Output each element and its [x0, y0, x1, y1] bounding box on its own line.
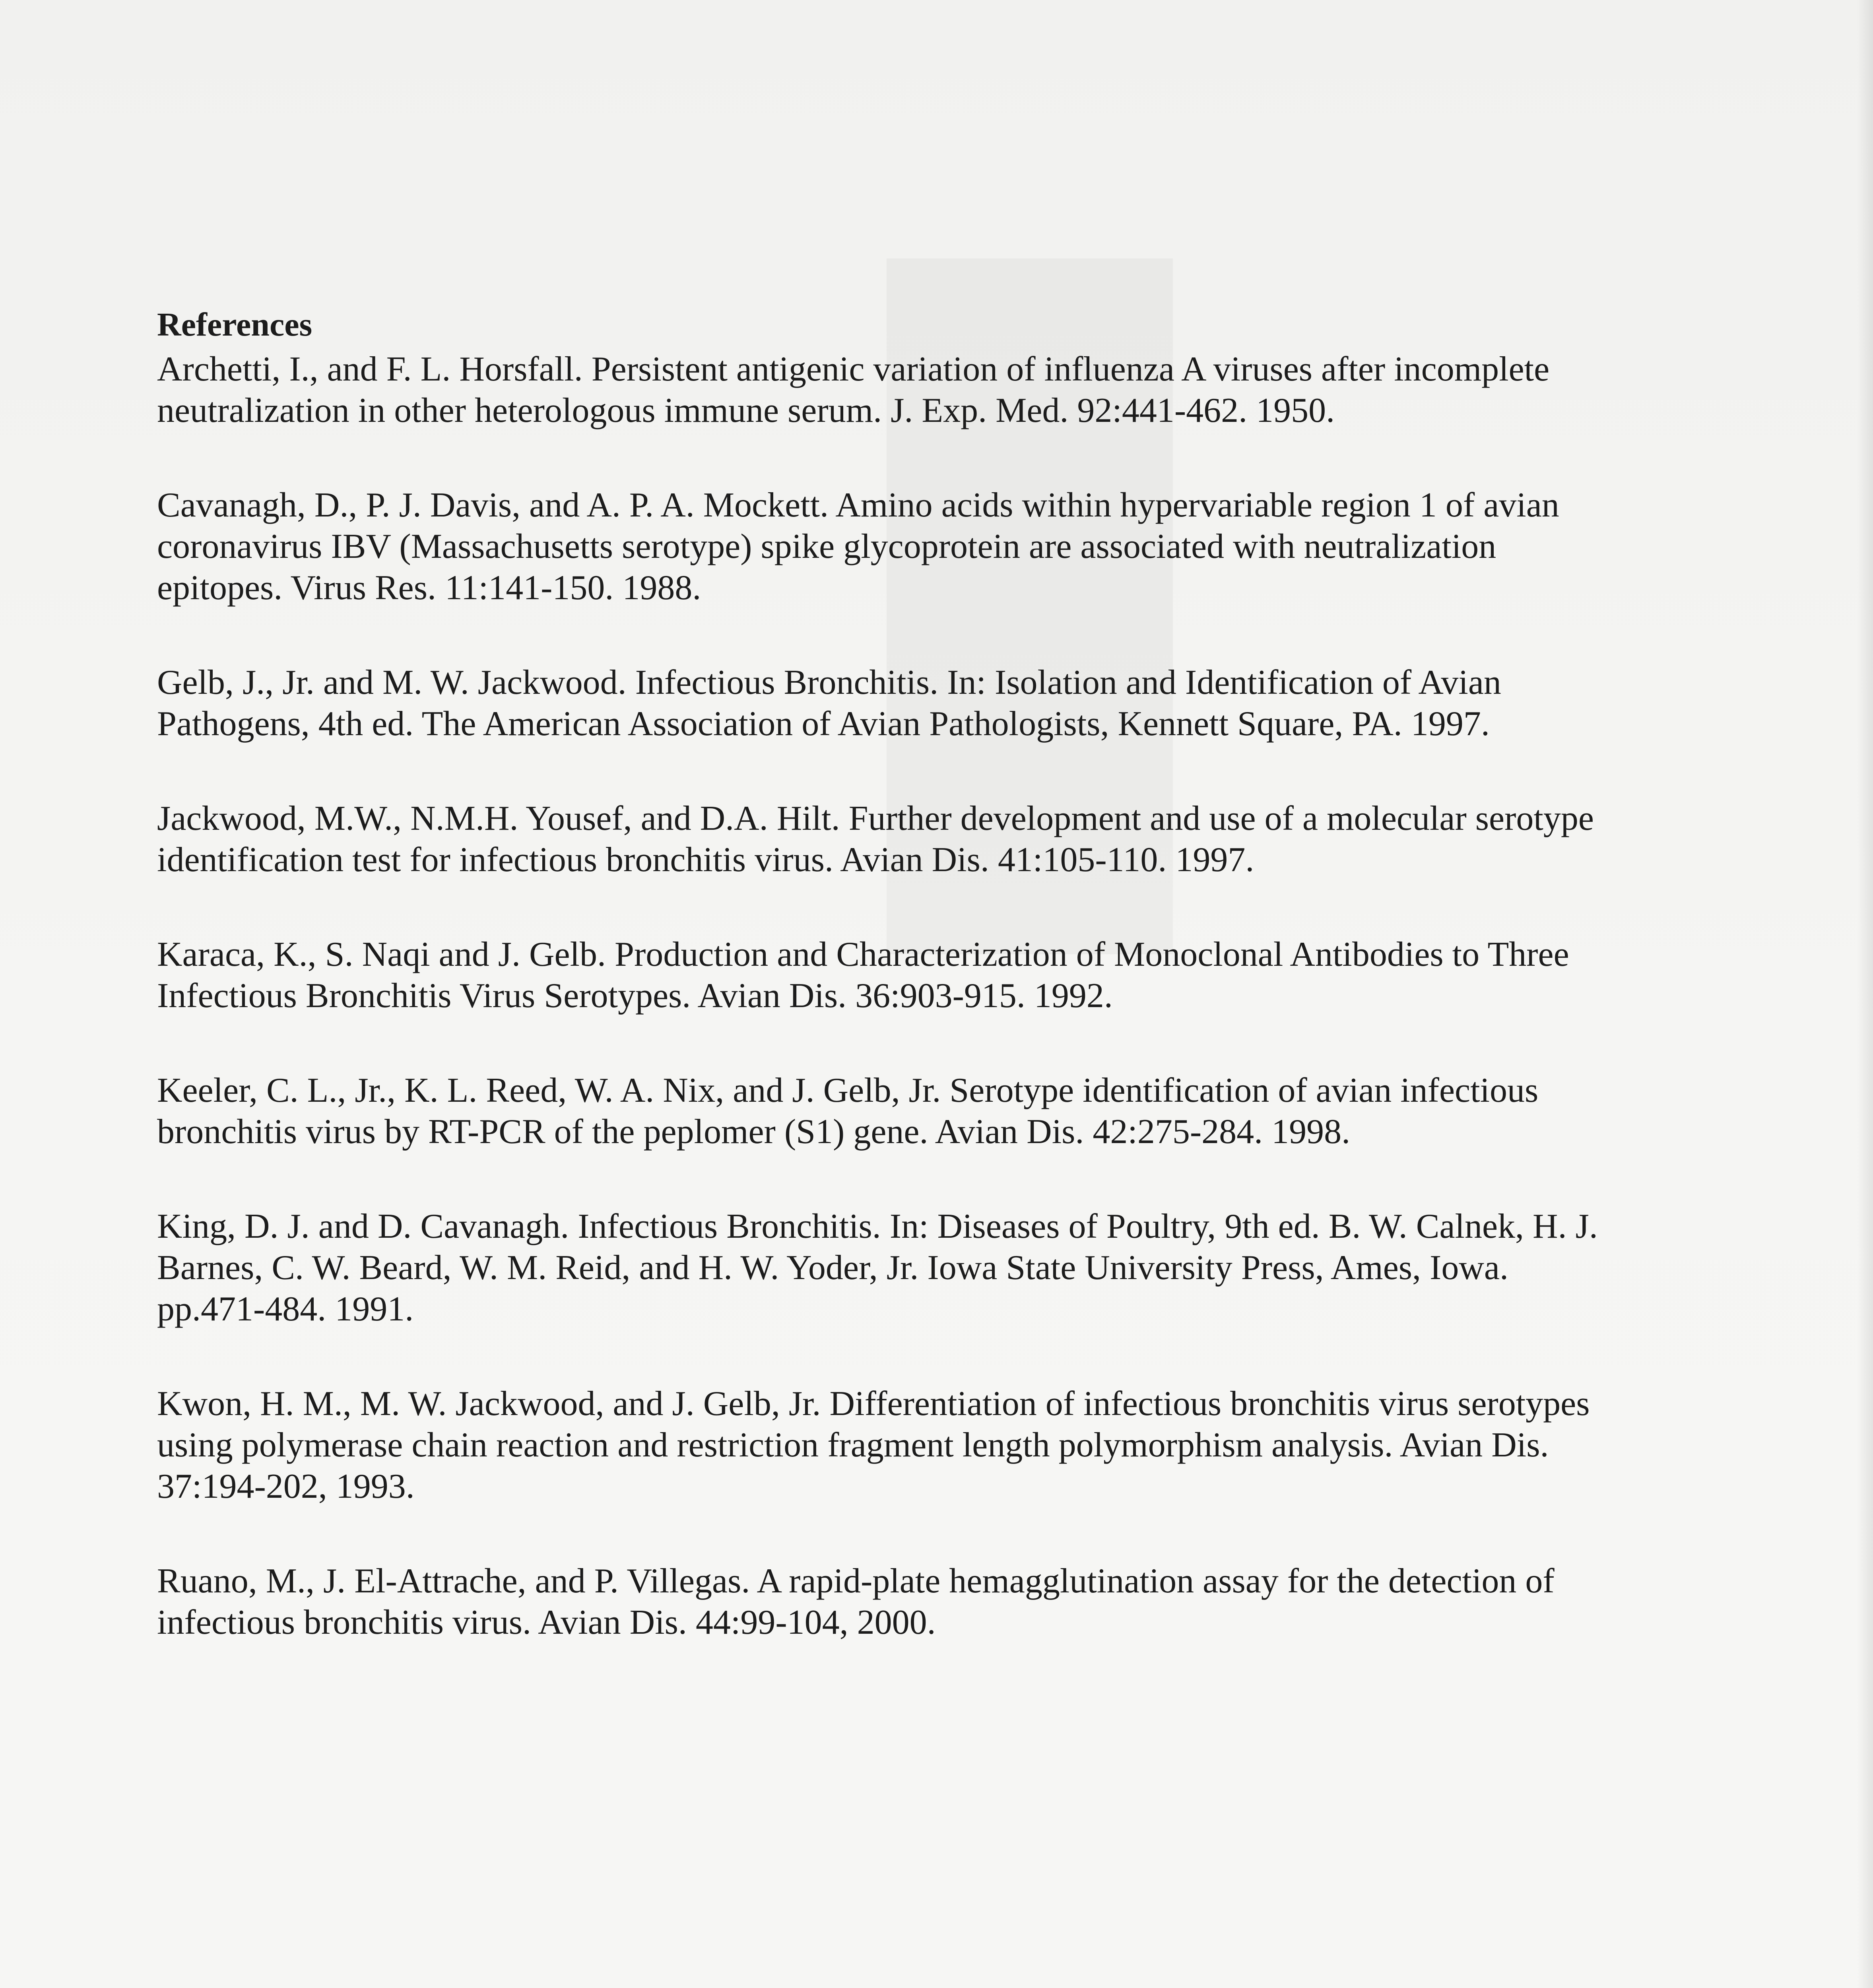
reference-entry: Keeler, C. L., Jr., K. L. Reed, W. A. Nix, and J. Gelb, Jr. Serotype identification of avian infectious bronchitis virus by RT-PCR of the peplomer (S1) gene. Avian Dis. 42:275-284. 1998. [157, 1071, 1539, 1151]
reference-entry: Kwon, H. M., M. W. Jackwood, and J. Gelb, Jr. Differentiation of infectious bronchitis virus serotypes using polymerase chain reaction and restriction fragment length polymorphism analysis. Avian Dis. 37:194-202, 1993. [157, 1384, 1590, 1506]
reference-entry: Karaca, K., S. Naqi and J. Gelb. Production and Characterization of Monoclonal Antibodies to Three Infectious Bronchitis Virus Serotypes. Avian Dis. 36:903-915. 1992. [157, 935, 1569, 1015]
reference-entry: Cavanagh, D., P. J. Davis, and A. P. A. Mockett. Amino acids within hypervariable region 1 of avian coronavirus IBV (Massachusetts serotype) spike glycoprotein are associated with neutralization epitopes. Virus Res. 11:141-150. 1988. [157, 486, 1559, 607]
reference-entry: Jackwood, M.W., N.M.H. Yousef, and D.A. Hilt. Further development and use of a molecular serotype identification test for infectious bronchitis virus. Avian Dis. 41:105-110. 1997. [157, 799, 1594, 879]
references-section [157, 304, 1811, 1697]
reference-entry: Archetti, I., and F. L. Horsfall. Persistent antigenic variation of influenza A viruses after incomplete neutralization in other heterologous immune serum. J. Exp. Med. 92:441-462. 1950. [157, 350, 1550, 430]
reference-entry: Gelb, J., Jr. and M. W. Jackwood. Infectious Bronchitis. In: Isolation and Identification of Avian Pathogens, 4th ed. The American Association of Avian Pathologists, Kennett Square, PA. 1997. [157, 663, 1501, 743]
reference-entry: Ruano, M., J. El-Attrache, and P. Villegas. A rapid-plate hemagglutination assay for the detection of infectious bronchitis virus. Avian Dis. 44:99-104, 2000. [157, 1562, 1555, 1642]
page-right-edge [1857, 0, 1873, 1988]
reference-entry: King, D. J. and D. Cavanagh. Infectious Bronchitis. In: Diseases of Poultry, 9th ed. B. W. Calnek, H. J. Barnes, C. W. Beard, W. M. Reid, and H. W. Yoder, Jr. Iowa State University Press, Ames, Iowa. pp.471-484. 1991. [157, 1207, 1598, 1328]
references-heading: References [157, 306, 312, 343]
